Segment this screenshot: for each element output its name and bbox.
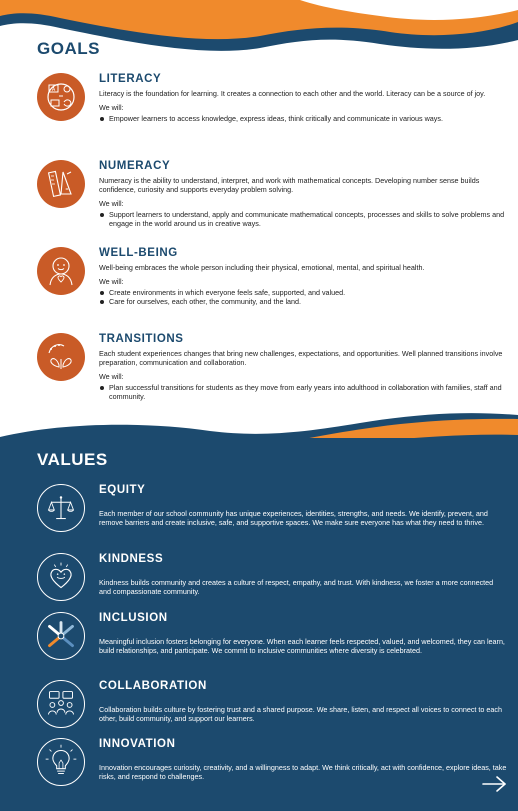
goal-heading: NUMERACY — [99, 160, 171, 172]
heart-icon — [37, 553, 85, 601]
svg-text:=: = — [65, 187, 69, 193]
collaboration-icon — [37, 680, 85, 728]
values-title: VALUES — [37, 450, 108, 469]
goal-bullet: Support learners to understand, apply and communicate mathematical concepts, processes and skills to solve problems and engage in the world around us in creative ways. — [99, 210, 507, 228]
we-will-label: We will: — [99, 277, 124, 286]
goal-bullet: Care for ourselves, each other, the community, and the land. — [99, 297, 507, 306]
value-heading: INNOVATION — [99, 738, 176, 750]
transitions-icon — [37, 333, 85, 381]
goal-description: Each student experiences changes that bring new challenges, expectations, and opportunities. Well planned transitions involve preparation, communication and collaboration. — [99, 349, 503, 367]
value-heading: KINDNESS — [99, 553, 164, 565]
goal-heading: TRANSITIONS — [99, 333, 184, 345]
goal-bullets — [99, 114, 507, 123]
value-heading: COLLABORATION — [99, 680, 207, 692]
goal-bullet: Create environments in which everyone feels safe, supported, and valued. — [99, 288, 507, 297]
well-being-icon — [37, 247, 85, 295]
goal-description: Numeracy is the ability to understand, interpret, and work with mathematical concepts. Developing number sense builds confidence, curiosity and supports everyday problem solving. — [99, 176, 480, 194]
arrow-right-icon[interactable] — [482, 775, 508, 793]
goal-bullets — [99, 210, 507, 228]
goal-description: Well-being embraces the whole person including their physical, emotional, mental, and spiritual health. — [99, 263, 425, 272]
goal-bullets — [99, 288, 507, 306]
goal-heading: WELL-BEING — [99, 247, 178, 259]
value-description: Innovation encourages curiosity, creativity, and a willingness to adapt. We think critically, act with confidence, explore ideas, take risks, and respond to challenges. — [99, 763, 507, 782]
goal-bullets — [99, 383, 507, 401]
value-description: Kindness builds community and creates a culture of respect, empathy, and trust. With kindness, we foster a more connected and compassionate community. — [99, 578, 494, 597]
inclusion-icon — [37, 612, 85, 660]
lightbulb-icon — [37, 738, 85, 786]
value-description: Collaboration builds culture by fostering trust and a shared purpose. We share, listen, and respect all voices to connect to each other, build community, and support our learners. — [99, 705, 502, 724]
svg-text:A: A — [51, 87, 56, 93]
we-will-label: We will: — [99, 199, 124, 208]
value-description: Each member of our school community has unique experiences, identities, strengths, and needs. We identify, prevent, and remove barriers and create inclusive, safe, and supportive spaces. We make sure everyone has what they need to thrive. — [99, 509, 488, 528]
scales-icon — [37, 484, 85, 532]
goals-title: GOALS — [37, 39, 100, 58]
goal-heading: LITERACY — [99, 73, 162, 85]
goal-bullet: Plan successful transitions for students as they move from early years into adulthood in collaboration with families, staff and community. — [99, 383, 507, 401]
literacy-icon — [37, 73, 85, 121]
we-will-label: We will: — [99, 372, 124, 381]
goal-description: Literacy is the foundation for learning. It creates a connection to each other and the world. Literacy can be a source of joy. — [99, 89, 486, 98]
value-heading: EQUITY — [99, 484, 146, 496]
numeracy-icon — [37, 160, 85, 208]
value-description: Meaningful inclusion fosters belonging for everyone. When each learner feels respected, valued, and welcomed, they can learn, build relationships, and participate. We commit to inclusive communities where diversity is celebrated. — [99, 637, 505, 656]
we-will-label: We will: — [99, 103, 124, 112]
value-heading: INCLUSION — [99, 612, 168, 624]
goal-bullet: Empower learners to access knowledge, express ideas, think critically and communicate in various ways. — [99, 114, 507, 123]
